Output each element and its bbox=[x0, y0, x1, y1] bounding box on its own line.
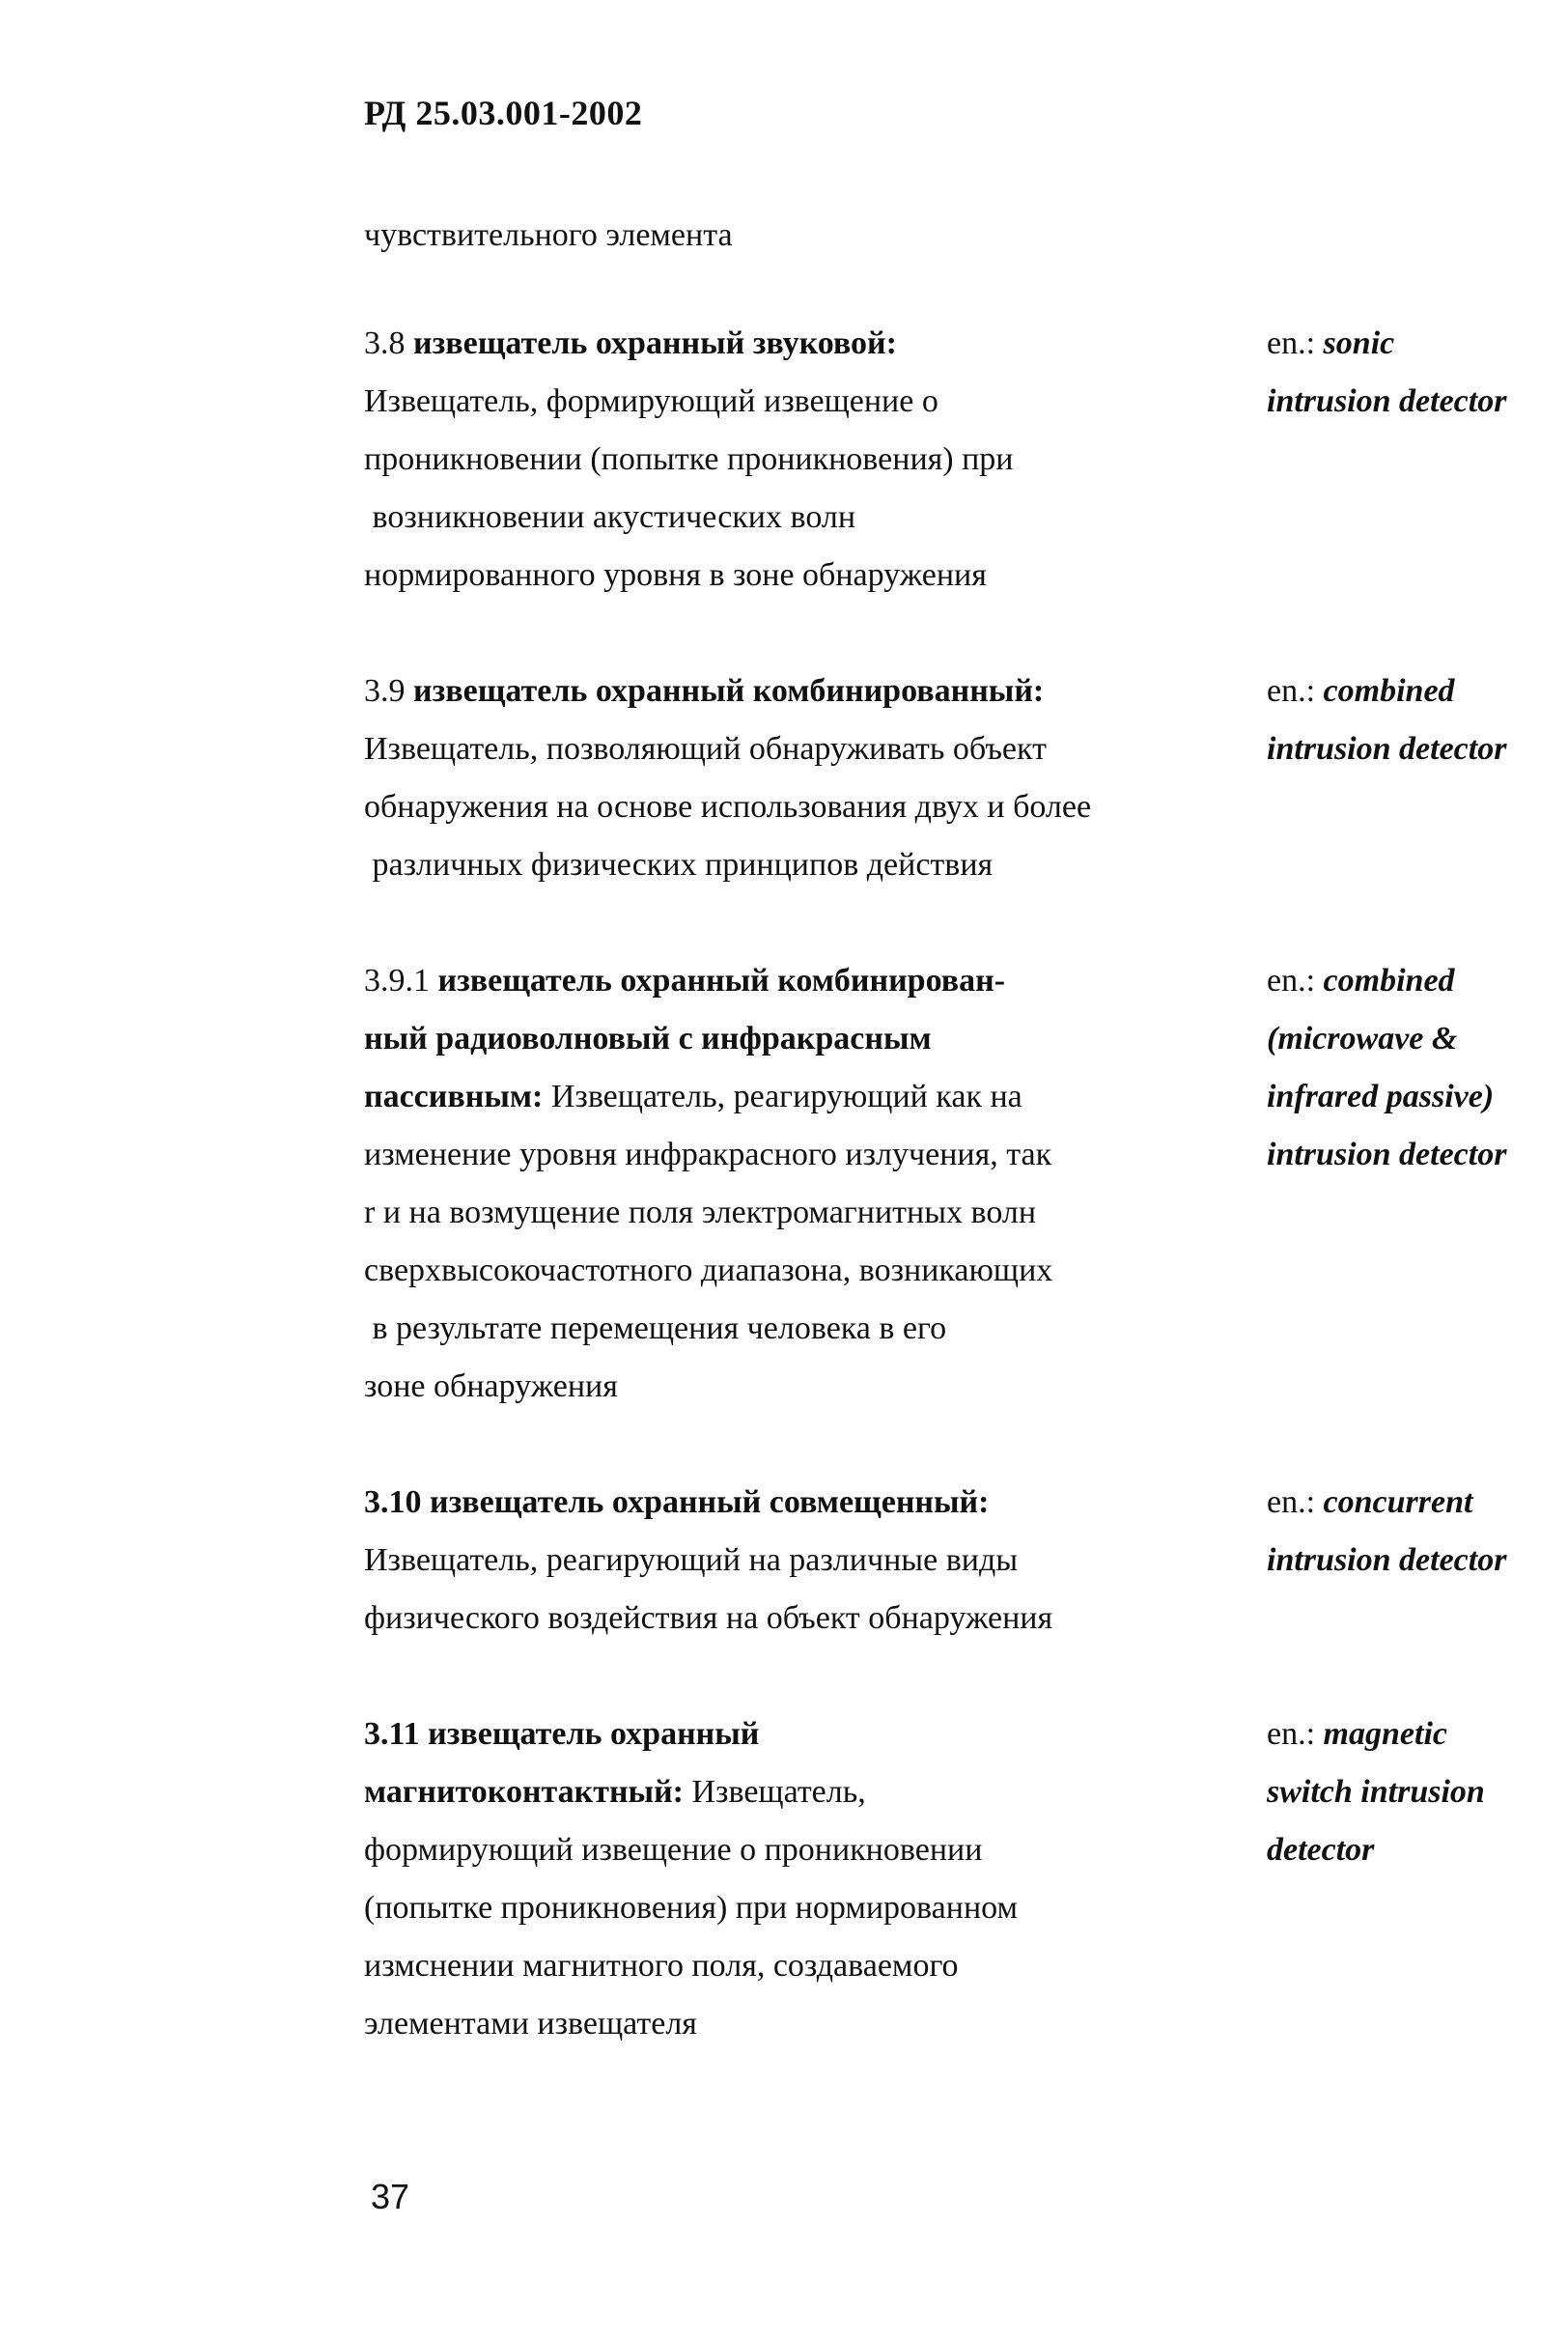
english-equivalent-3-8 bbox=[1267, 315, 1556, 431]
term-number: 3.8 bbox=[364, 325, 406, 361]
english-term: switch intrusion bbox=[1267, 1774, 1485, 1810]
term-entry-3-8 bbox=[364, 315, 1156, 605]
definition-line: различных физических принципов действия bbox=[364, 847, 994, 883]
definition-line: физического воздействия на объект обнаружения bbox=[364, 1600, 1053, 1636]
english-term-line bbox=[1267, 1126, 1556, 1184]
term-entry-3-11 bbox=[364, 1705, 1156, 2053]
english-equivalent-3-11 bbox=[1267, 1705, 1556, 1879]
term-name: извещатель охранный комбинированный: bbox=[413, 673, 1045, 709]
term-name: извещатель охранный комбинирован- bbox=[437, 963, 1006, 999]
term-heading bbox=[364, 315, 1156, 373]
definition-line: в результате перемещения человека в его bbox=[364, 1310, 947, 1346]
english-term: intrusion detector bbox=[1267, 1137, 1507, 1172]
english-term-line bbox=[1267, 1474, 1556, 1532]
term-entry-3-9-1 bbox=[364, 952, 1156, 1416]
definition-line: проникновении (попытке проникновения) при bbox=[364, 441, 1014, 477]
english-term-line bbox=[1267, 315, 1556, 373]
term-name-continued bbox=[364, 1010, 1156, 1068]
definition-line: изменение уровня инфракрасного излучения, так bbox=[364, 1137, 1052, 1172]
english-term-line bbox=[1267, 952, 1556, 1010]
term-number: 3.11 bbox=[364, 1716, 420, 1752]
english-term-line bbox=[1267, 662, 1556, 720]
term-number: 3.9 bbox=[364, 673, 406, 709]
english-term: infrared passive) bbox=[1267, 1079, 1495, 1114]
definition-line: сверхвысокочастотного диапазона, возникающих bbox=[364, 1253, 1053, 1288]
term-heading bbox=[364, 1705, 1156, 1763]
english-equivalent-3-9 bbox=[1267, 662, 1556, 778]
term-name-end bbox=[364, 1068, 1156, 1126]
definition-line: Извещатель, формирующий извещение о bbox=[364, 383, 938, 419]
definition-line: нормированного уровня в зоне обнаружения bbox=[364, 557, 987, 593]
english-term-line bbox=[1267, 1821, 1556, 1879]
term-name-part: пассивным: bbox=[364, 1079, 544, 1114]
definition-line: измснении магнитного поля, создаваемого bbox=[364, 1948, 959, 1984]
definition-line: возникновении акустических волн bbox=[364, 499, 856, 535]
term-heading bbox=[364, 952, 1156, 1010]
english-term-line bbox=[1267, 1705, 1556, 1763]
english-term-line bbox=[1267, 373, 1556, 431]
definition-start: Извещатель, bbox=[684, 1774, 866, 1810]
english-term: sonic bbox=[1323, 325, 1395, 361]
english-term: intrusion detector bbox=[1267, 383, 1507, 419]
definition-line: обнаружения на основе использования двух и более bbox=[364, 789, 1092, 825]
definition-line: Извещатель, реагирующий на различные виды bbox=[364, 1542, 1019, 1578]
continuation-text: чувствительного элемента bbox=[364, 217, 733, 253]
english-term: combined bbox=[1323, 963, 1455, 999]
english-term: magnetic bbox=[1323, 1716, 1447, 1752]
term-name-part: ный радиоволновый с инфракрасным bbox=[364, 1021, 932, 1056]
english-equivalent-3-9-1 bbox=[1267, 952, 1556, 1184]
en-prefix: en.: bbox=[1267, 673, 1316, 709]
en-prefix: en.: bbox=[1267, 1484, 1316, 1520]
english-term: detector bbox=[1267, 1832, 1375, 1868]
en-prefix: en.: bbox=[1267, 325, 1316, 361]
definition-line: формирующий извещение о проникновении bbox=[364, 1832, 983, 1868]
document-code-header: РД 25.03.001-2002 bbox=[364, 94, 643, 132]
definition-line: (попытке проникновения) при нормированном bbox=[364, 1890, 1019, 1926]
term-heading bbox=[364, 662, 1156, 720]
definition-line: элементами извещателя bbox=[364, 2006, 697, 2042]
definition-line: зоне обнаружения bbox=[364, 1368, 618, 1404]
english-term: intrusion detector bbox=[1267, 731, 1507, 767]
en-prefix: en.: bbox=[1267, 1716, 1316, 1752]
english-term-line bbox=[1267, 720, 1556, 778]
english-term-line bbox=[1267, 1068, 1556, 1126]
definition-line: r и на возмущение поля электромагнитных волн bbox=[364, 1195, 1037, 1230]
en-prefix: en.: bbox=[1267, 963, 1316, 999]
term-number: 3.10 bbox=[364, 1484, 422, 1520]
english-equivalent-3-10 bbox=[1267, 1474, 1556, 1590]
english-term: intrusion detector bbox=[1267, 1542, 1507, 1578]
definition-line: Извещатель, позволяющий обнаруживать объект bbox=[364, 731, 1047, 767]
english-term-line bbox=[1267, 1763, 1556, 1821]
term-name-end bbox=[364, 1763, 1156, 1821]
english-term: (microwave & bbox=[1267, 1021, 1458, 1056]
definition-start: Извещатель, реагирующий как на bbox=[543, 1079, 1022, 1114]
term-number: 3.9.1 bbox=[364, 963, 430, 999]
english-term: combined bbox=[1323, 673, 1455, 709]
page-number: 37 bbox=[371, 2177, 410, 2216]
term-name-part: магнитоконтактный: bbox=[364, 1774, 684, 1810]
term-entry-3-9 bbox=[364, 662, 1156, 894]
english-term-line bbox=[1267, 1532, 1556, 1590]
term-heading bbox=[364, 1474, 1156, 1532]
english-term: concurrent bbox=[1323, 1484, 1473, 1520]
term-name: извещатель охранный bbox=[428, 1716, 760, 1752]
term-name: извещатель охранный совмещенный: bbox=[430, 1484, 990, 1520]
term-entry-3-10 bbox=[364, 1474, 1156, 1648]
english-term-line bbox=[1267, 1010, 1556, 1068]
term-name: извещатель охранный звуковой: bbox=[413, 325, 897, 361]
